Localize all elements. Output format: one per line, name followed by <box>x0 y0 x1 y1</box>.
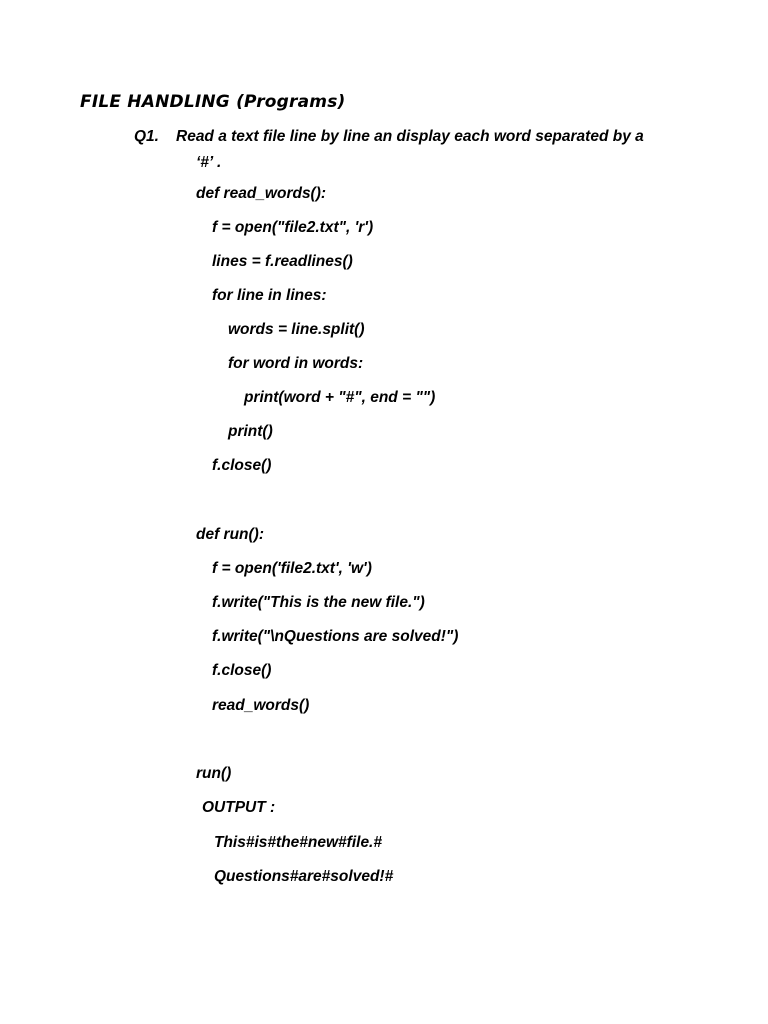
question-number: Q1. <box>134 128 159 145</box>
code-line-write-second: f.write("\nQuestions are solved!") <box>212 628 459 645</box>
code-line-split: words = line.split() <box>228 321 365 338</box>
code-line-call-run: run() <box>196 765 232 782</box>
code-line-write-first: f.write("This is the new file.") <box>212 594 425 611</box>
code-line-readlines: lines = f.readlines() <box>212 253 353 270</box>
code-line-open-write: f = open('file2.txt', 'w') <box>212 560 372 577</box>
code-line-def-read-words: def read_words(): <box>196 185 327 202</box>
code-line-for-word: for word in words: <box>228 355 364 372</box>
page-heading: FILE HANDLING (Programs) <box>80 92 346 112</box>
code-line-close-write: f.close() <box>212 662 272 679</box>
code-line-print-newline: print() <box>228 423 273 440</box>
code-line-for-line: for line in lines: <box>212 287 327 304</box>
code-line-print-word: print(word + "#", end = "") <box>244 389 436 406</box>
code-line-close-read: f.close() <box>212 457 272 474</box>
output-label: OUTPUT : <box>202 799 276 816</box>
question-text: Read a text file line by line an display each word separated by a <box>176 128 644 145</box>
code-line-def-run: def run(): <box>196 526 265 543</box>
output-line-2: Questions#are#solved!# <box>214 868 394 885</box>
question-text-continued: ‘#’ . <box>196 154 222 171</box>
code-line-open-read: f = open("file2.txt", 'r') <box>212 219 374 236</box>
code-line-call-read-words: read_words() <box>212 697 310 714</box>
output-line-1: This#is#the#new#file.# <box>214 834 382 851</box>
